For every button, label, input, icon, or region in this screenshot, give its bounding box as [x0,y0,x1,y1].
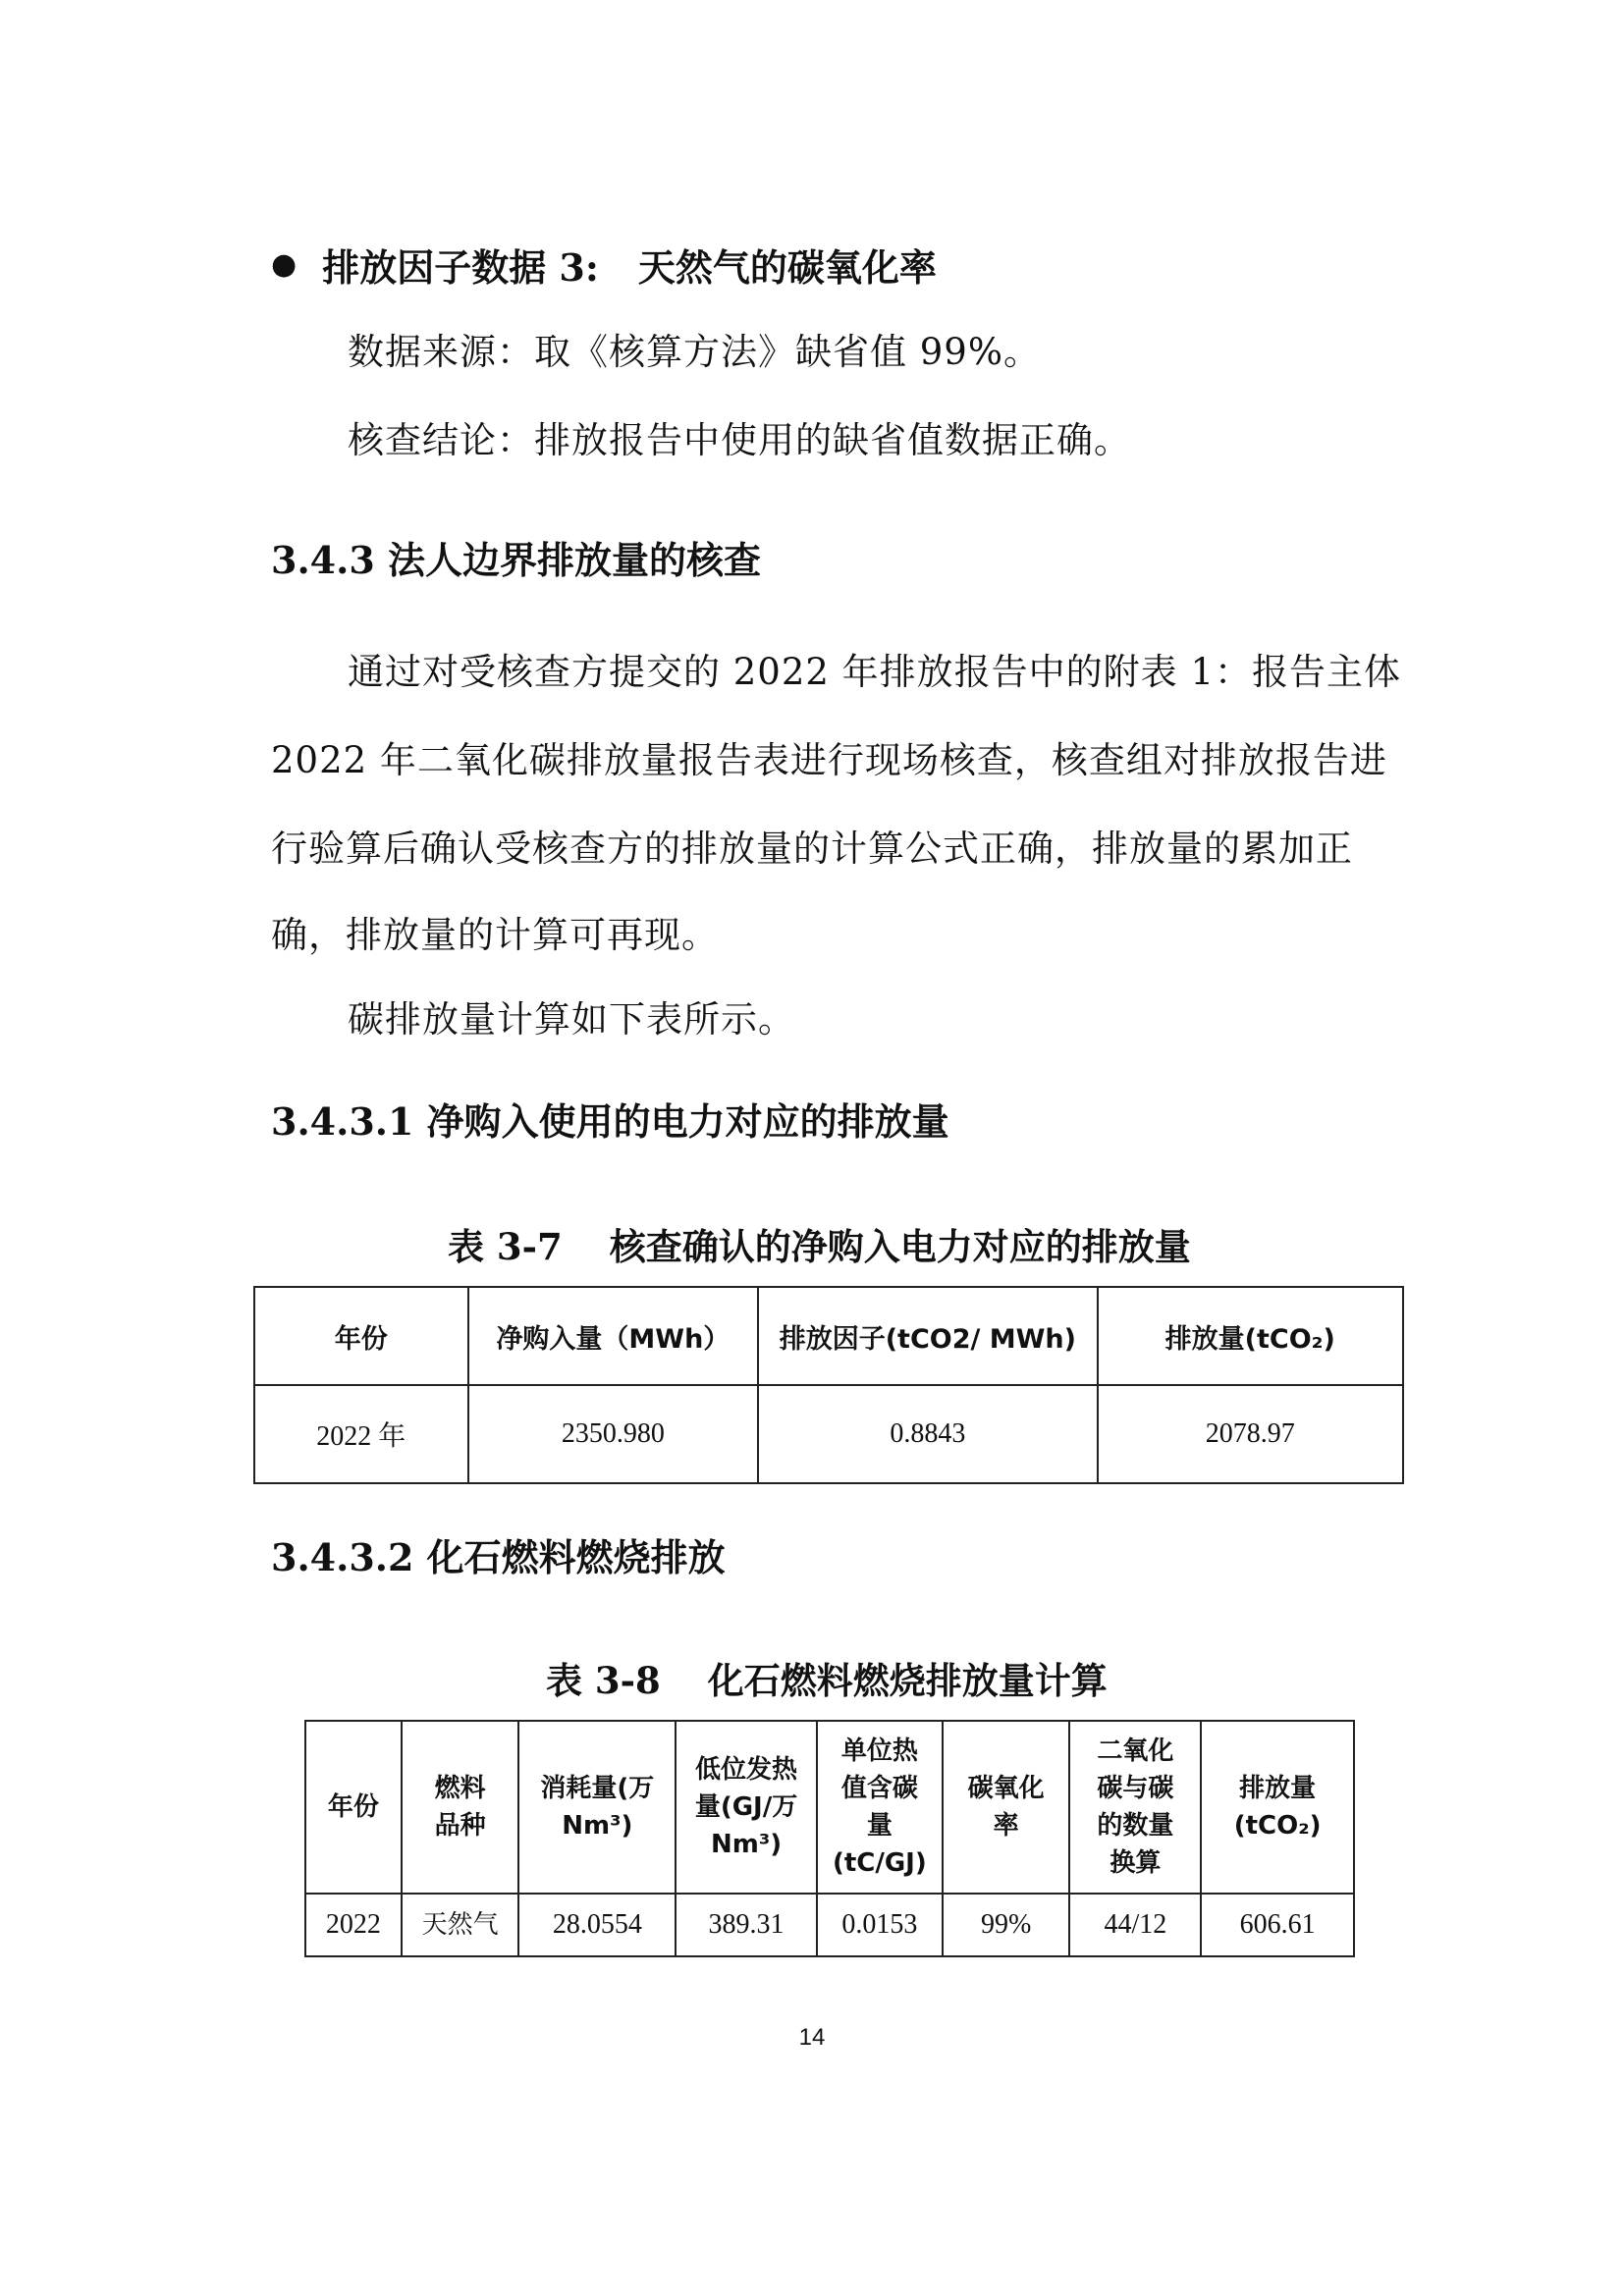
body-paragraph-line-4: 确，排放量的计算可再现。 [271,914,719,956]
table-3-8 [304,1720,1355,1957]
body-paragraph-line-2: 2022 年二氧化碳排放量报告表进行现场核查，核查组对排放报告进 [271,739,1387,781]
body-paragraph-line-1: 通过对受核查方提交的 2022 年排放报告中的附表 1：报告主体 [348,651,1401,693]
table-header-cell: 消耗量(万 Nm³) [518,1721,676,1894]
table-header-cell: 燃料 品种 [402,1721,519,1894]
table-cell: 606.61 [1201,1894,1354,1956]
heading-3-4-3: 3.4.3 法人边界排放量的核查 [271,538,762,582]
table-cell: 天然气 [402,1894,519,1956]
table-header-row [305,1721,1354,1894]
heading-3-4-3-2: 3.4.3.2 化石燃料燃烧排放 [271,1535,726,1579]
table-header-cell: 二氧化 碳与碳 的数量 换算 [1069,1721,1201,1894]
table-cell: 2022 [305,1894,402,1956]
conclusion-text: 核查结论：排放报告中使用的缺省值数据正确。 [348,419,1131,461]
table-cell: 0.8843 [758,1385,1097,1483]
table-header-cell: 年份 [305,1721,402,1894]
table-header-cell: 排放量 (tCO₂) [1201,1721,1354,1894]
bullet-item-emission-factor-3 [271,238,937,292]
bullet-dot-icon: ● [271,247,298,282]
table-cell: 389.31 [676,1894,817,1956]
page-number: 14 [798,2024,826,2051]
table-header-cell: 排放量(tCO₂) [1098,1287,1403,1385]
table-header-cell: 单位热 值含碳 量 (tC/GJ) [817,1721,943,1894]
table-cell: 0.0153 [817,1894,943,1956]
body-paragraph-line-3: 行验算后确认受核查方的排放量的计算公式正确，排放量的累加正 [271,828,1353,870]
heading-3-4-3-1: 3.4.3.1 净购入使用的电力对应的排放量 [271,1099,949,1144]
table-header-cell: 排放因子(tCO2/ MWh) [758,1287,1097,1385]
table-header-row [254,1287,1403,1385]
table-3-7-caption-number: 表 3-7 [448,1225,563,1268]
table-header-cell: 年份 [254,1287,468,1385]
table-header-cell: 碳氧化 率 [943,1721,1070,1894]
table-header-cell: 净购入量（MWh） [468,1287,759,1385]
data-source-text: 数据来源：取《核算方法》缺省值 99%。 [348,331,1041,373]
table-3-8-caption [546,1651,1108,1704]
table-3-8-caption-title: 化石燃料燃烧排放量计算 [707,1659,1108,1702]
table-header-cell: 低位发热 量(GJ/万 Nm³) [676,1721,817,1894]
table-cell: 2022 年 [254,1385,468,1483]
table-3-7-caption [448,1217,1191,1270]
bullet-label: 排放因子数据 3: [322,245,599,290]
table-cell: 99% [943,1894,1070,1956]
table-row [305,1894,1354,1956]
table-cell: 2078.97 [1098,1385,1403,1483]
table-3-8-caption-number: 表 3-8 [546,1659,661,1702]
table-3-7 [253,1286,1404,1484]
table-cell: 2350.980 [468,1385,759,1483]
table-cell: 44/12 [1069,1894,1201,1956]
table-intro-text: 碳排放量计算如下表所示。 [348,998,795,1041]
table-3-7-caption-title: 核查确认的净购入电力对应的排放量 [609,1225,1191,1268]
bullet-title: 天然气的碳氧化率 [637,245,937,290]
table-row [254,1385,1403,1483]
table-cell: 28.0554 [518,1894,676,1956]
